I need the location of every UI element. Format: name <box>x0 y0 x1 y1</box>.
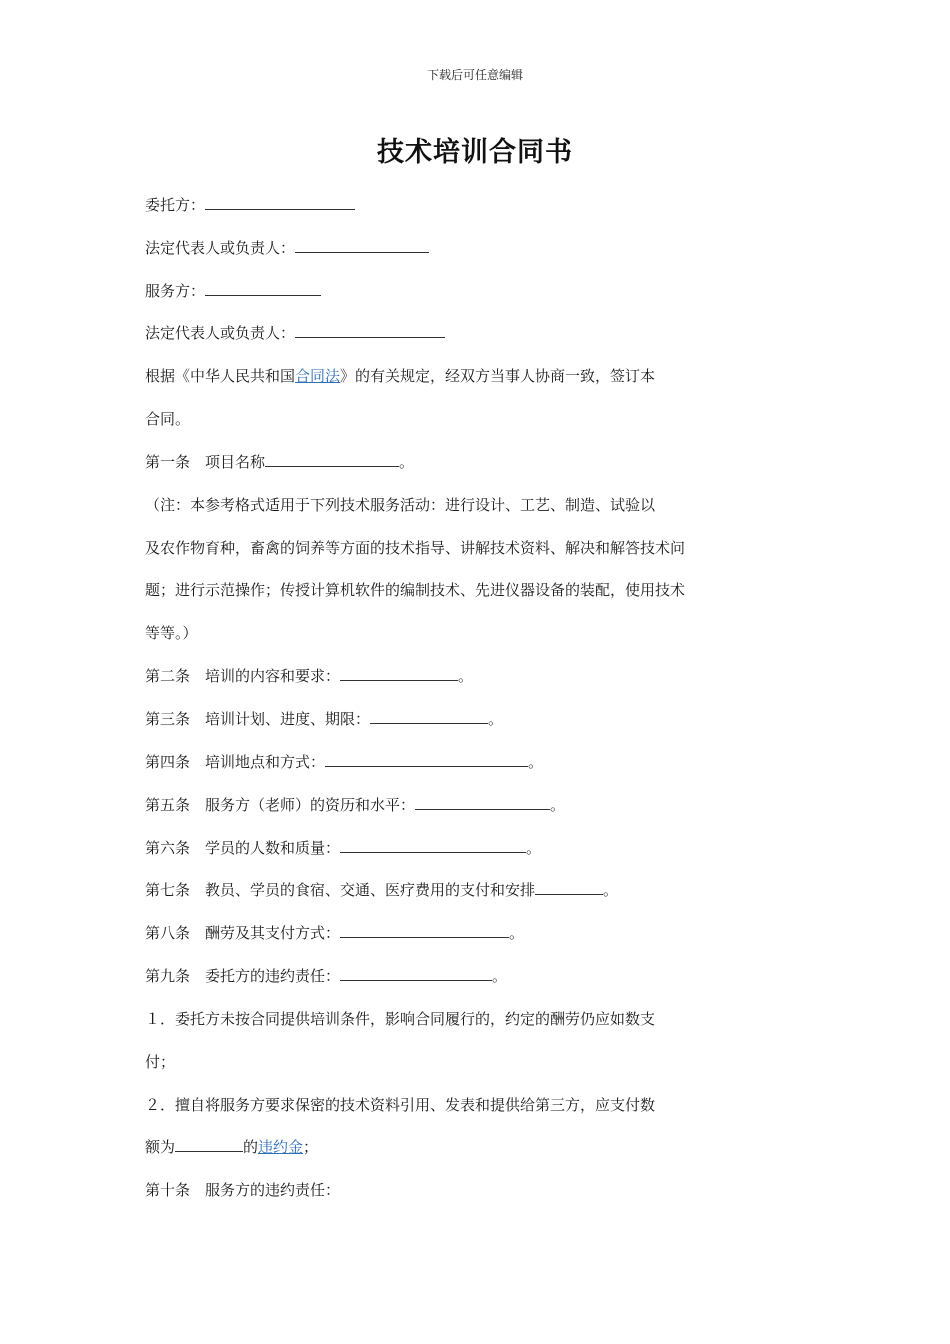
provider-rep-line <box>145 323 445 343</box>
article-6-blank <box>340 838 526 853</box>
document-title: 技术培训合同书 <box>377 137 573 168</box>
article-3-label: 第三条 培训计划、进度、期限： <box>145 710 371 728</box>
period: 。 <box>492 967 508 985</box>
article-2-line <box>145 666 473 686</box>
item-2-text-post: ； <box>303 1138 319 1156</box>
article-6-label: 第六条 学员的人数和质量： <box>145 839 341 857</box>
note-line-2: 及农作物育种，畜禽的饲养等方面的技术指导、讲解技术资料、解决和解答技术问 <box>145 539 686 557</box>
item-1-continuation: 付； <box>145 1053 176 1071</box>
period: 。 <box>488 710 504 728</box>
item-2-line: ２．擅自将服务方要求保密的技术资料引用、发表和提供给第三方，应支付数 <box>145 1096 656 1114</box>
article-7-label: 第七条 教员、学员的食宿、交通、医疗费用的支付和安排 <box>145 881 536 899</box>
article-7-blank <box>535 880 603 895</box>
provider-line <box>145 281 321 301</box>
article-6-line <box>145 838 541 858</box>
article-10-line: 第十条 服务方的违约责任： <box>145 1181 341 1199</box>
article-1-label: 第一条 项目名称 <box>145 453 266 471</box>
item-1-line: １．委托方未按合同提供培训条件，影响合同履行的，约定的酬劳仍应如数支 <box>145 1010 656 1028</box>
period: 。 <box>399 453 415 471</box>
client-rep-blank <box>295 238 429 253</box>
penalty-amount-blank <box>175 1137 243 1152</box>
period: 。 <box>550 796 566 814</box>
item-2-text-mid: 的 <box>243 1138 259 1156</box>
article-8-blank <box>340 923 509 938</box>
article-2-label: 第二条 培训的内容和要求： <box>145 667 341 685</box>
article-5-label: 第五条 服务方（老师）的资历和水平： <box>145 796 416 814</box>
article-4-blank <box>325 752 528 767</box>
note-line-3: 题；进行示范操作；传授计算机软件的编制技术、先进仪器设备的装配，使用技术 <box>145 581 686 599</box>
header-note: 下载后可任意编辑 <box>426 68 523 82</box>
contract-law-link[interactable]: 合同法 <box>295 367 341 385</box>
period: 。 <box>509 924 525 942</box>
period: 。 <box>603 881 619 899</box>
period: 。 <box>528 753 544 771</box>
article-2-blank <box>340 666 458 681</box>
note-line-4: 等等。） <box>145 624 198 642</box>
basis-text-pre: 根据《中华人民共和国 <box>145 367 296 385</box>
article-5-blank <box>415 795 550 810</box>
basis-continuation: 合同。 <box>145 410 191 428</box>
client-label: 委托方： <box>145 196 206 214</box>
article-8-label: 第八条 酬劳及其支付方式： <box>145 924 341 942</box>
client-line <box>145 195 355 215</box>
item-2-continuation <box>145 1137 318 1157</box>
article-1-line <box>145 452 414 472</box>
note-line-1: （注：本参考格式适用于下列技术服务活动：进行设计、工艺、制造、试验以 <box>145 496 656 514</box>
provider-rep-blank <box>295 323 445 338</box>
liquidated-damages-link[interactable]: 违约金 <box>258 1138 304 1156</box>
provider-label: 服务方： <box>145 282 206 300</box>
client-blank <box>205 195 355 210</box>
article-5-line <box>145 795 565 815</box>
basis-line <box>145 366 655 386</box>
basis-text-post: 》的有关规定，经双方当事人协商一致，签订本 <box>340 367 656 385</box>
article-3-line <box>145 709 503 729</box>
period: 。 <box>526 839 542 857</box>
provider-rep-label: 法定代表人或负责人： <box>145 324 296 342</box>
client-rep-line <box>145 238 429 258</box>
article-4-label: 第四条 培训地点和方式： <box>145 753 326 771</box>
article-4-line <box>145 752 543 772</box>
article-9-blank <box>340 966 492 981</box>
article-1-blank <box>265 452 399 467</box>
article-9-line <box>145 966 507 986</box>
article-7-line <box>145 880 618 900</box>
item-2-text-pre: 额为 <box>145 1138 176 1156</box>
article-8-line <box>145 923 524 943</box>
period: 。 <box>458 667 474 685</box>
article-3-blank <box>370 709 488 724</box>
provider-blank <box>205 281 321 296</box>
article-9-label: 第九条 委托方的违约责任： <box>145 967 341 985</box>
client-rep-label: 法定代表人或负责人： <box>145 239 296 257</box>
